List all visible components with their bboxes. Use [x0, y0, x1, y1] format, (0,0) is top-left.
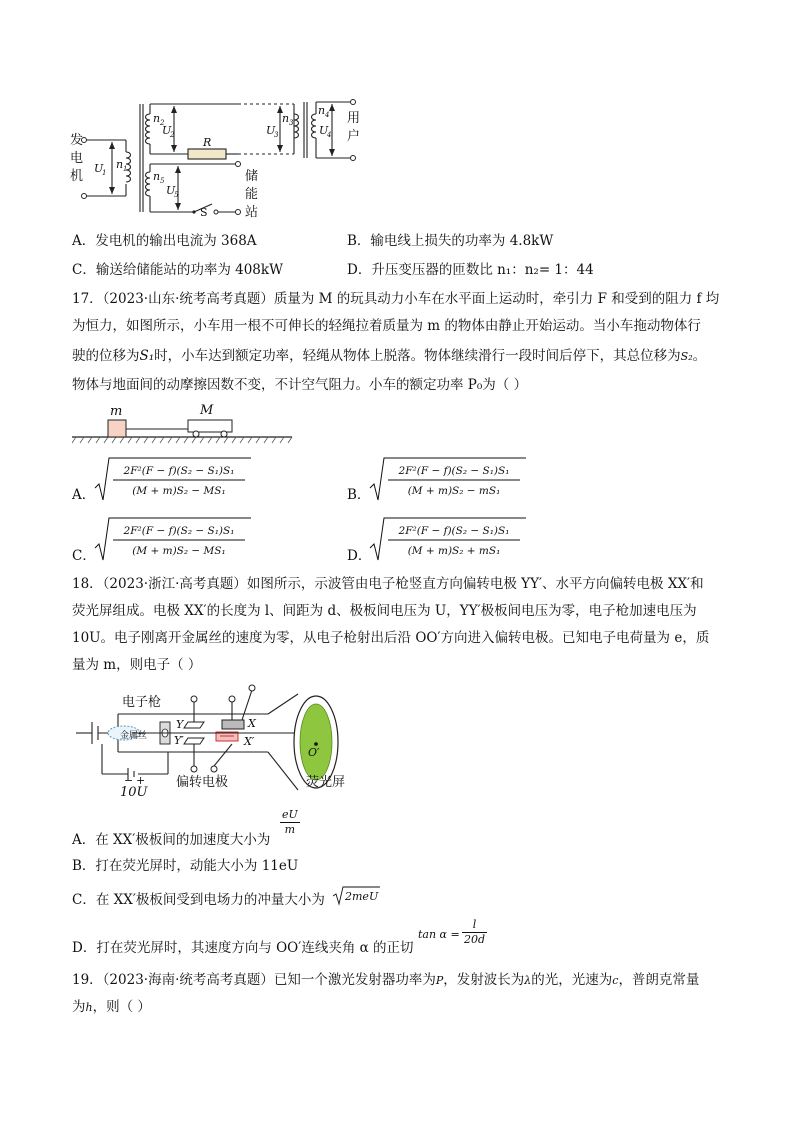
transmission-circuit-figure [68, 92, 368, 222]
label-Y-prime: Y′ [174, 734, 184, 747]
symbol-s1: S₁ [139, 348, 155, 364]
q17-option-c-label[interactable]: C． [72, 548, 96, 564]
q18-option-b[interactable]: B．打在荧光屏时，动能大小为 11eU [72, 858, 299, 874]
label-accel-voltage: 10U [120, 785, 148, 800]
q18-stem-line-3: 10U。电子刚离开金属丝的速度为零，从电子枪射出后沿 OO′方向进入偏转电极。已知电子电荷量为 e，质 [72, 630, 710, 646]
label-U1: U [94, 162, 104, 175]
label-U4: U [319, 124, 329, 137]
label-big-M: M [200, 403, 214, 418]
generator-char-1: 发 [70, 133, 84, 148]
label-U3-sub: 3 [274, 131, 279, 139]
svg-text:(M + m)S₂ − mS₁: (M + m)S₂ − mS₁ [407, 485, 501, 497]
q17-option-a-formula [93, 454, 253, 504]
label-U5: U [166, 184, 176, 197]
label-small-m: m [110, 404, 123, 419]
q16-option-b[interactable]: B．输电线上损失的功率为 4.8kW [347, 233, 554, 249]
q18-option-a[interactable]: A．在 XX′极板间的加速度大小为 [72, 832, 271, 848]
label-plus: + [136, 774, 146, 787]
label-n1: n [116, 158, 124, 171]
label-U1-sub: 1 [102, 169, 107, 177]
storage-char-1: 储 [245, 169, 259, 184]
label-electron-gun: 电子枪 [122, 695, 162, 710]
symbol-c: c [612, 974, 619, 987]
q18-stem-line-2: 荧光屏组成。电极 XX′的长度为 l、间距为 d、极板间电压为 U，YY′极板间电压为零，电子枪加速电压为 [72, 603, 697, 619]
label-n4: n [318, 104, 326, 117]
svg-text:(M + m)S₂ − MS₁: (M + m)S₂ − MS₁ [132, 545, 226, 557]
label-filament: 金属丝 [120, 731, 148, 741]
q18-option-a-fraction: $\frac{eU}{m}$ [282, 808, 298, 836]
svg-text:2F²(F − f)(S₂ − S₁)S₁: 2F²(F − f)(S₂ − S₁)S₁ [398, 525, 510, 537]
symbol-s2: S₂ [680, 350, 693, 363]
cart-block-figure [72, 402, 294, 448]
svg-text:2F²(F − f)(S₂ − S₁)S₁: 2F²(F − f)(S₂ − S₁)S₁ [123, 525, 235, 537]
storage-char-2: 能 [245, 187, 259, 202]
q19-stem-line-2: 为h，则（ ） [72, 999, 151, 1015]
q17-option-d-label[interactable]: D． [347, 548, 372, 564]
label-U2-sub: 2 [170, 131, 175, 139]
q17-option-b-formula [368, 454, 528, 504]
user-char-1: 用 [347, 111, 361, 126]
generator-char-3: 机 [70, 169, 84, 184]
svg-text:(M + m)S₂ + mS₁: (M + m)S₂ + mS₁ [407, 545, 501, 557]
q17-option-c-formula [93, 514, 253, 564]
label-O-prime: O′ [308, 746, 320, 759]
label-U3: U [266, 124, 276, 137]
label-n5: n [153, 170, 161, 183]
label-n2: n [153, 112, 161, 125]
label-n4-sub: 4 [325, 111, 330, 119]
oscilloscope-tube-figure [72, 682, 372, 800]
q16-option-c[interactable]: C．输送给储能站的功率为 408kW [72, 262, 283, 278]
label-n2-sub: 2 [160, 119, 165, 127]
q17-stem-line-2: 为恒力，如图所示，小车用一根不可伸长的轻绳拉着质量为 m 的物体由静止开始运动。当小车拖动物体行 [72, 318, 701, 334]
q18-option-c-sqrt [332, 884, 382, 906]
svg-text:2F²(F − f)(S₂ − S₁)S₁: 2F²(F − f)(S₂ − S₁)S₁ [123, 465, 235, 477]
svg-text:2F²(F − f)(S₂ − S₁)S₁: 2F²(F − f)(S₂ − S₁)S₁ [398, 465, 510, 477]
label-X-prime: X′ [244, 735, 255, 748]
generator-char-2: 电 [70, 151, 84, 166]
label-X: X [248, 717, 256, 730]
symbol-h: h [85, 1001, 93, 1014]
q17-stem-line-3: 驶的位移为S₁时，小车达到额定功率，轻绳从物体上脱落。物体继续滑行一段时间后停下，其总位移为S₂。 [72, 348, 707, 364]
label-n1-sub: 1 [123, 165, 128, 173]
label-deflection-electrodes: 偏转电极 [176, 775, 229, 790]
label-S: S [200, 206, 208, 219]
label-R: R [203, 136, 212, 149]
label-U4-sub: 4 [327, 131, 332, 139]
q17-option-d-formula [368, 514, 528, 564]
q17-option-a-label[interactable]: A． [72, 487, 96, 503]
symbol-P: P [435, 974, 444, 987]
label-Y: Y [176, 718, 184, 731]
q18-option-d-fraction: $\frac{l}{20d}$ [464, 918, 486, 946]
q17-stem-line-4: 物体与地面间的动摩擦因数不变，不计空气阻力。小车的额定功率 P₀为（ ） [72, 377, 528, 393]
q19-stem-line-1: 19．（2023·海南·统考高考真题）已知一个激光发射器功率为P，发射波长为λ的光，光速为c，普朗克常量 [72, 972, 700, 988]
label-U5-sub: 5 [174, 191, 179, 199]
q18-stem-line-4: 量为 m，则电子（ ） [72, 657, 202, 673]
label-screen: 荧光屏 [306, 775, 346, 790]
label-U2: U [162, 124, 172, 137]
label-n3: n [282, 112, 290, 125]
user-char-2: 户 [347, 129, 361, 144]
label-n3-sub: 3 [289, 119, 294, 127]
symbol-lambda: λ [524, 974, 532, 987]
q18-option-d-tan: tan α = [418, 928, 460, 941]
q16-option-d[interactable]: D．升压变压器的匝数比 n₁：n₂= 1：44 [347, 262, 594, 278]
q17-option-b-label[interactable]: B． [347, 487, 371, 503]
q17-stem-line-1: 17．（2023·山东·统考高考真题）质量为 M 的玩具动力小车在水平面上运动时，牵引力 F 和受到的阻力 f 均 [72, 291, 720, 307]
svg-text:(M + m)S₂ − MS₁: (M + m)S₂ − MS₁ [132, 485, 226, 497]
q16-option-a[interactable]: A．发电机的输出电流为 368A [72, 233, 257, 249]
storage-char-3: 站 [245, 205, 259, 220]
svg-text:2meU: 2meU [345, 890, 379, 903]
q18-stem-line-1: 18．（2023·浙江·高考真题）如图所示，示波管由电子枪竖直方向偏转电极 YY′、水平方向偏转电极 XX′和 [72, 576, 704, 592]
label-n5-sub: 5 [160, 177, 165, 185]
q18-option-c[interactable]: C．在 XX′极板间受到电场力的冲量大小为 [72, 892, 325, 908]
q18-option-d[interactable]: D．打在荧光屏时，其速度方向与 OO′连线夹角 α 的正切 [72, 940, 414, 956]
label-minus: − [124, 774, 134, 787]
